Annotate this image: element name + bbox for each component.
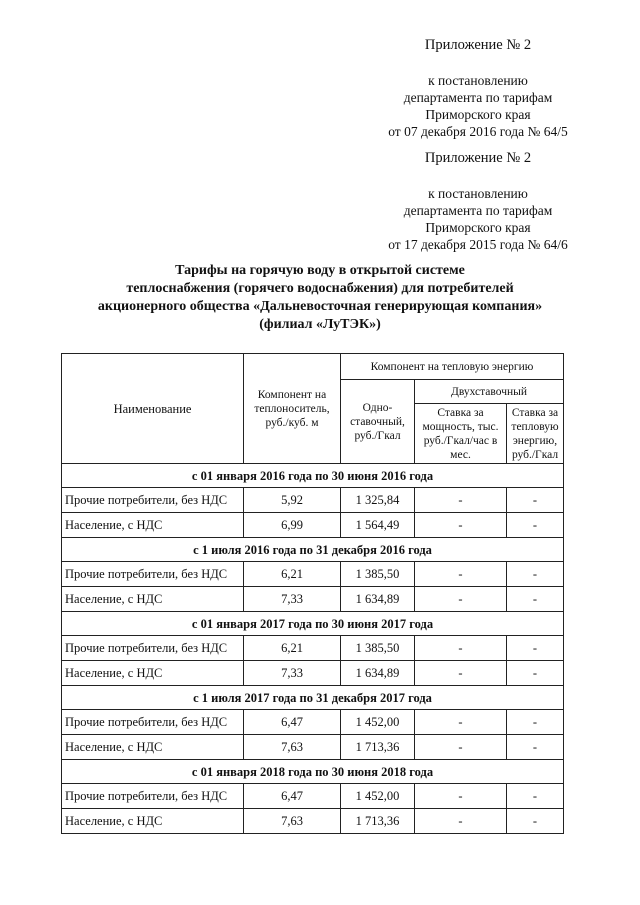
consumer-name-cell: Население, с НДС	[62, 735, 244, 760]
header-heat-energy-component: Компонент на тепловую энергию	[341, 354, 564, 380]
period-row	[62, 464, 564, 488]
single-rate-value-cell: 1 385,50	[341, 562, 415, 587]
energy-rate-value-cell: -	[507, 562, 564, 587]
energy-rate-value-cell: -	[507, 784, 564, 809]
carrier-value-cell: 6,21	[244, 636, 341, 661]
single-rate-value-cell: 1 452,00	[341, 710, 415, 735]
carrier-value-cell: 7,63	[244, 735, 341, 760]
single-rate-value-cell: 1 634,89	[341, 587, 415, 612]
table-row	[62, 735, 564, 760]
period-label: с 01 января 2018 года по 30 июня 2018 года	[62, 760, 564, 784]
consumer-name-cell: Население, с НДС	[62, 513, 244, 538]
consumer-name-cell: Прочие потребители, без НДС	[62, 710, 244, 735]
consumer-name-cell: Прочие потребители, без НДС	[62, 488, 244, 513]
tariff-table-body	[62, 464, 564, 834]
consumer-name-cell: Население, с НДС	[62, 587, 244, 612]
table-row	[62, 513, 564, 538]
appendix-previous-line: к постановлению	[428, 186, 528, 201]
carrier-value-cell: 6,47	[244, 784, 341, 809]
capacity-rate-value-cell: -	[415, 710, 507, 735]
period-row	[62, 686, 564, 710]
energy-rate-value-cell: -	[507, 809, 564, 834]
single-rate-value-cell: 1 452,00	[341, 784, 415, 809]
table-row	[62, 562, 564, 587]
single-rate-value-cell: 1 564,49	[341, 513, 415, 538]
capacity-rate-value-cell: -	[415, 562, 507, 587]
appendix-current-block	[372, 37, 584, 140]
tariff-table-header	[62, 354, 564, 464]
table-row	[62, 809, 564, 834]
period-row	[62, 612, 564, 636]
appendix-current-line: от 07 декабря 2016 года № 64/5	[388, 124, 568, 139]
heading-line: теплоснабжения (горячего водоснабжения) для потребителей	[126, 281, 514, 296]
heading-line: Тарифы на горячую воду в открытой системе	[175, 263, 465, 278]
period-row	[62, 760, 564, 784]
appendix-previous-line: от 17 декабря 2015 года № 64/6	[388, 237, 568, 252]
capacity-rate-value-cell: -	[415, 809, 507, 834]
appendix-previous-line: департамента по тарифам	[403, 203, 553, 218]
capacity-rate-value-cell: -	[415, 784, 507, 809]
document-heading	[40, 262, 600, 334]
appendix-current-line: к постановлению	[428, 73, 528, 88]
capacity-rate-value-cell: -	[415, 513, 507, 538]
carrier-value-cell: 6,21	[244, 562, 341, 587]
consumer-name-cell: Население, с НДС	[62, 809, 244, 834]
consumer-name-cell: Прочие потребители, без НДС	[62, 636, 244, 661]
capacity-rate-value-cell: -	[415, 661, 507, 686]
single-rate-value-cell: 1 385,50	[341, 636, 415, 661]
single-rate-value-cell: 1 634,89	[341, 661, 415, 686]
appendix-previous-line: Приморского края	[425, 220, 531, 235]
capacity-rate-value-cell: -	[415, 636, 507, 661]
period-label: с 1 июля 2016 года по 31 декабря 2016 года	[62, 538, 564, 562]
consumer-name-cell: Прочие потребители, без НДС	[62, 784, 244, 809]
period-label: с 1 июля 2017 года по 31 декабря 2017 года	[62, 686, 564, 710]
single-rate-value-cell: 1 713,36	[341, 735, 415, 760]
consumer-name-cell: Население, с НДС	[62, 661, 244, 686]
heading-line: акционерного общества «Дальневосточная генерирующая компания»	[97, 299, 543, 314]
header-capacity-rate: Ставка за мощность, тыс. руб./Гкал/час в мес.	[415, 404, 507, 464]
table-row	[62, 587, 564, 612]
capacity-rate-value-cell: -	[415, 587, 507, 612]
energy-rate-value-cell: -	[507, 587, 564, 612]
single-rate-value-cell: 1 713,36	[341, 809, 415, 834]
carrier-value-cell: 6,47	[244, 710, 341, 735]
single-rate-value-cell: 1 325,84	[341, 488, 415, 513]
header-two-rate: Двухставочный	[415, 380, 564, 404]
header-carrier-component: Компонент на теплоноситель, руб./куб. м	[244, 354, 341, 464]
tariff-table	[61, 353, 564, 834]
appendix-current-line: Приморского края	[425, 107, 531, 122]
energy-rate-value-cell: -	[507, 488, 564, 513]
heading-line: (филиал «ЛуТЭК»)	[259, 317, 381, 332]
energy-rate-value-cell: -	[507, 636, 564, 661]
capacity-rate-value-cell: -	[415, 488, 507, 513]
appendix-current-line: департамента по тарифам	[403, 90, 553, 105]
appendix-previous-block	[372, 150, 584, 253]
carrier-value-cell: 7,63	[244, 809, 341, 834]
header-energy-rate: Ставка за тепловую энергию, руб./Гкал	[507, 404, 564, 464]
table-row	[62, 636, 564, 661]
carrier-value-cell: 7,33	[244, 587, 341, 612]
energy-rate-value-cell: -	[507, 710, 564, 735]
carrier-value-cell: 7,33	[244, 661, 341, 686]
period-row	[62, 538, 564, 562]
consumer-name-cell: Прочие потребители, без НДС	[62, 562, 244, 587]
table-row	[62, 661, 564, 686]
appendix-current-title: Приложение № 2	[424, 37, 532, 53]
appendix-previous-title: Приложение № 2	[424, 150, 532, 166]
period-label: с 01 января 2016 года по 30 июня 2016 года	[62, 464, 564, 488]
table-row	[62, 488, 564, 513]
energy-rate-value-cell: -	[507, 661, 564, 686]
period-label: с 01 января 2017 года по 30 июня 2017 года	[62, 612, 564, 636]
table-row	[62, 784, 564, 809]
table-row	[62, 710, 564, 735]
carrier-value-cell: 6,99	[244, 513, 341, 538]
header-single-rate: Одно-ставочный, руб./Гкал	[341, 380, 415, 464]
energy-rate-value-cell: -	[507, 513, 564, 538]
capacity-rate-value-cell: -	[415, 735, 507, 760]
carrier-value-cell: 5,92	[244, 488, 341, 513]
energy-rate-value-cell: -	[507, 735, 564, 760]
header-name: Наименование	[62, 354, 244, 464]
